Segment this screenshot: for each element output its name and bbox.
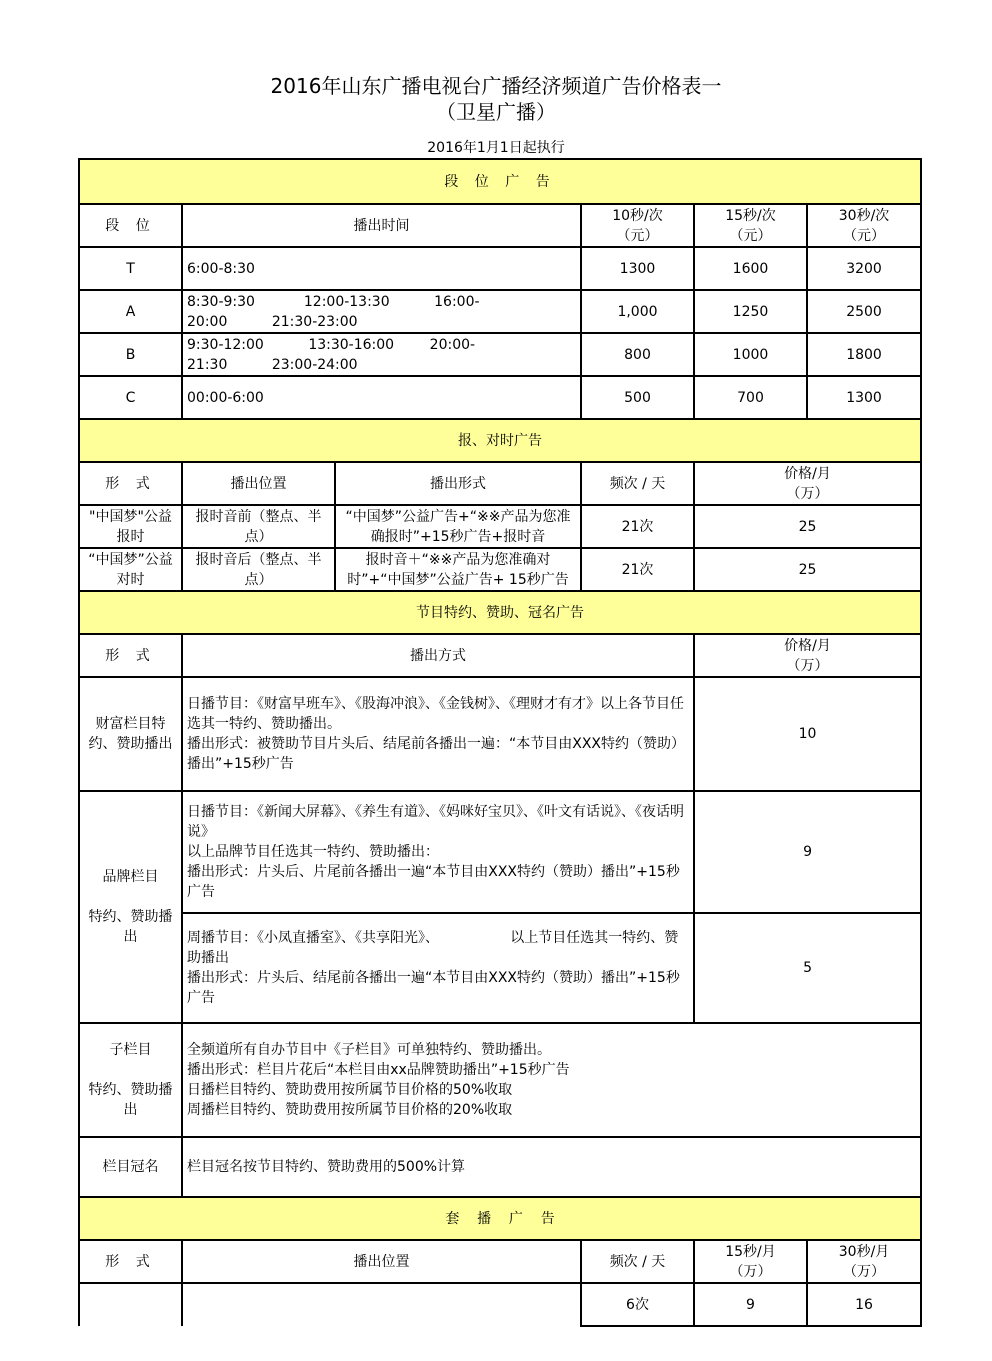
ad-price: 25 [694,548,921,591]
air-time: 9:30-12:00 13:30-16:00 20:00- 21:30 23:00-24:00 [182,333,581,376]
slot-name: C [79,376,182,419]
price-30s: 1800 [807,333,921,376]
page-title: 2016年山东广播电视台广播经济频道广告价格表一 [270,74,722,98]
ad-price: 25 [694,505,921,548]
col-header-15s-monthly: 15秒/月 （万） [694,1240,807,1283]
slot-name: T [79,247,182,290]
table-row [79,247,921,290]
col-header-frequency: 频次 / 天 [581,462,694,505]
air-time: 6:00-8:30 [182,247,581,290]
col-header-form: 形 式 [79,634,182,677]
broadcast-method: 全频道所有自办节目中《子栏目》可单独特约、赞助播出。 播出形式：栏目片花后“本栏目由xx品牌赞助播出”+15秒广告 日播栏目特约、赞助费用按所属节目价格的50%收取 周播栏目特约、赞助费用按所属节目价格的20%收取 [182,1023,921,1137]
package-price-30s: 16 [807,1283,921,1326]
table-row [79,1283,921,1326]
broadcast-method: 周播节目：《小凤直播室》、《共享阳光》、 以上节目任选其一特约、赞助播出 播出形式：片头后、结尾前各播出一遍“本节目由XXX特约（赞助）播出”+15秒广告 [182,913,694,1023]
ad-frequency: 21次 [581,505,694,548]
col-header-form: 形 式 [79,462,182,505]
section-heading-sponsorship-ads: 节目特约、赞助、冠名广告 [79,591,921,634]
ad-form: 品牌栏目 特约、赞助播出 [79,791,182,1023]
air-time: 00:00-6:00 [182,376,581,419]
package-form [79,1283,182,1326]
air-time: 8:30-9:30 12:00-13:30 16:00- 20:00 21:30-23:00 [182,290,581,333]
ad-form: 栏目冠名 [79,1137,182,1197]
price-10s: 500 [581,376,694,419]
price-30s: 3200 [807,247,921,290]
ad-form: 财富栏目特约、赞助播出 [79,677,182,791]
section-heading-package-ads: 套 播 广 告 [79,1197,921,1240]
table-row [79,548,921,591]
table-row [79,677,921,791]
ad-form: 子栏目 特约、赞助播出 [79,1023,182,1137]
ad-style: “中国梦”公益广告+“※※产品为您准确报时”+15秒广告+报时音 [335,505,581,548]
price-15s: 1600 [694,247,807,290]
price-30s: 2500 [807,290,921,333]
price-table [78,158,922,1327]
package-price-15s: 9 [694,1283,807,1326]
col-header-position: 播出位置 [182,462,335,505]
price-10s: 800 [581,333,694,376]
col-header-form: 形 式 [79,1240,182,1283]
package-position [182,1283,581,1326]
broadcast-method: 栏目冠名按节目特约、赞助费用的500%计算 [182,1137,921,1197]
price-10s: 1300 [581,247,694,290]
slot-name: A [79,290,182,333]
col-header-30s-price: 30秒/次 （元） [807,204,921,247]
col-header-monthly-price: 价格/月 （万） [694,634,921,677]
col-header-broadcast-method: 播出方式 [182,634,694,677]
table-row [79,913,921,1023]
ad-price: 9 [694,791,921,913]
price-15s: 1250 [694,290,807,333]
ad-price: 5 [694,913,921,1023]
col-header-10s-price: 10秒/次 （元） [581,204,694,247]
ad-frequency: 21次 [581,548,694,591]
broadcast-method: 日播节目：《财富早班车》、《股海冲浪》、《金钱树》、《理财才有才》以上各节目任选其一特约、赞助播出。 播出形式：被赞助节目片头后、结尾前各播出一遍：“本节目由XXX特约（赞助）播出”+15秒广告 [182,677,694,791]
price-15s: 700 [694,376,807,419]
page-subtitle: （卫星广播） [436,100,556,124]
ad-style: 报时音＋“※※产品为您准确对时”+“中国梦”公益广告+ 15秒广告 [335,548,581,591]
table-row [79,333,921,376]
col-header-air-time: 播出时间 [182,204,581,247]
ad-position: 报时音后（整点、半点） [182,548,335,591]
col-header-style: 播出形式 [335,462,581,505]
table-row [79,791,921,913]
col-header-frequency: 频次 / 天 [581,1240,694,1283]
slot-name: B [79,333,182,376]
package-frequency: 6次 [581,1283,694,1326]
ad-price: 10 [694,677,921,791]
price-15s: 1000 [694,333,807,376]
ad-form: "中国梦"公益报时 [79,505,182,548]
table-row [79,1137,921,1197]
price-10s: 1,000 [581,290,694,333]
section-heading-time-signal-ads: 报、对时广告 [79,419,921,462]
col-header-30s-monthly: 30秒/月 （万） [807,1240,921,1283]
col-header-slot: 段 位 [79,204,182,247]
ad-form: “中国梦”公益对时 [79,548,182,591]
price-30s: 1300 [807,376,921,419]
table-row [79,376,921,419]
col-header-position: 播出位置 [182,1240,581,1283]
col-header-15s-price: 15秒/次 （元） [694,204,807,247]
col-header-monthly-price: 价格/月 （万） [694,462,921,505]
section-heading-slot-ads: 段 位 广 告 [79,159,921,204]
broadcast-method: 日播节目：《新闻大屏幕》、《养生有道》、《妈咪好宝贝》、《叶文有话说》、《夜话明说》 以上品牌节目任选其一特约、赞助播出： 播出形式：片头后、片尾前各播出一遍“本节目由XXX特约（赞助）播出”+15秒广告 [182,791,694,913]
ad-position: 报时音前（整点、半点） [182,505,335,548]
effective-date: 2016年1月1日起执行 [427,140,565,156]
table-row [79,1023,921,1137]
table-row [79,505,921,548]
table-row [79,290,921,333]
